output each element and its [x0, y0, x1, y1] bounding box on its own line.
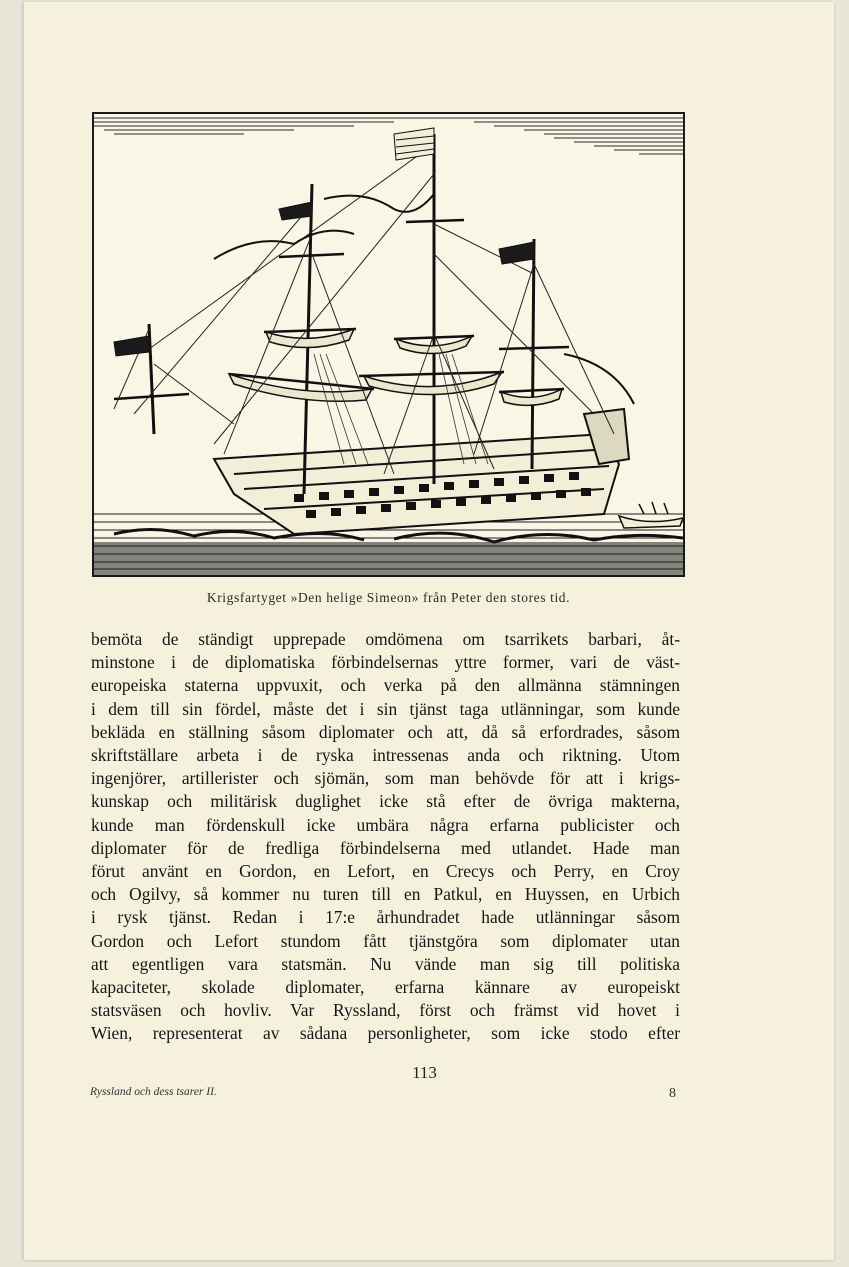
text-line: ingenjörer, artillerister och sjömän, som man behövde för att i krigs-	[91, 768, 680, 789]
signature-mark: 8	[669, 1086, 676, 1101]
text-line: kapaciteter, skolade diplomater, erfarna kännare av europeiskt	[91, 977, 680, 998]
text-line: och Ogilvy, så kommer nu turen till en Patkul, en Huyssen, en Urbich	[91, 884, 680, 905]
text-line: i rysk tjänst. Redan i 17:e århundradet hade utlänningar såsom	[91, 907, 680, 928]
page-number: 113	[412, 1063, 437, 1082]
text-line: förut använt en Gordon, en Lefort, en Crecys och Perry, en Croy	[91, 861, 680, 882]
body-text	[91, 628, 680, 1046]
text-line: kunde man fördenskull icke umbära några erfarna publicister och	[91, 814, 680, 835]
text-line: bemöta de ständigt upprepade omdömena om tsarrikets barbari, åt-	[91, 629, 680, 649]
text-line: att egentligen vara statsmän. Nu vände man sig till politiska	[91, 953, 680, 974]
text-line: statsväsen och hovliv. Var Ryssland, först och främst vid hovet i	[91, 1000, 680, 1021]
text-line: kunskap och militärisk duglighet icke stå efter de övriga makterna,	[91, 791, 680, 812]
text-line: diplomater för de fredliga förbindelserna med utlandet. Hade man	[91, 837, 680, 858]
text-line: europeiska staterna uppvuxit, och verka på den allmänna stämningen	[91, 675, 680, 696]
illustration-caption: Krigsfartyget »Den helige Simeon» från Peter den stores tid.	[206, 590, 571, 605]
text-line: Gordon och Lefort stundom fått tjänstgöra som diplomater utan	[91, 930, 680, 951]
text-line: Wien, representerat av sådana personligheter, som icke stodo efter	[91, 1023, 680, 1044]
text-line: i dem till sin fördel, måste det i sin tjänst taga utlänningar, som kunde	[91, 698, 680, 719]
sailing-warship-engraving-icon	[94, 114, 683, 575]
text-line: bekläda en ställning såsom diplomater och att, då så erfordrades, såsom	[91, 721, 680, 742]
text-line: minstone i de diplomatiska förbindelsernas yttre former, vari de väst-	[91, 652, 680, 673]
ship-illustration	[92, 112, 685, 577]
text-line: skriftställare arbeta i de ryska intressenas anda och riktning. Utom	[91, 745, 680, 766]
book-title-footer: Ryssland och dess tsarer II.	[90, 1086, 217, 1098]
